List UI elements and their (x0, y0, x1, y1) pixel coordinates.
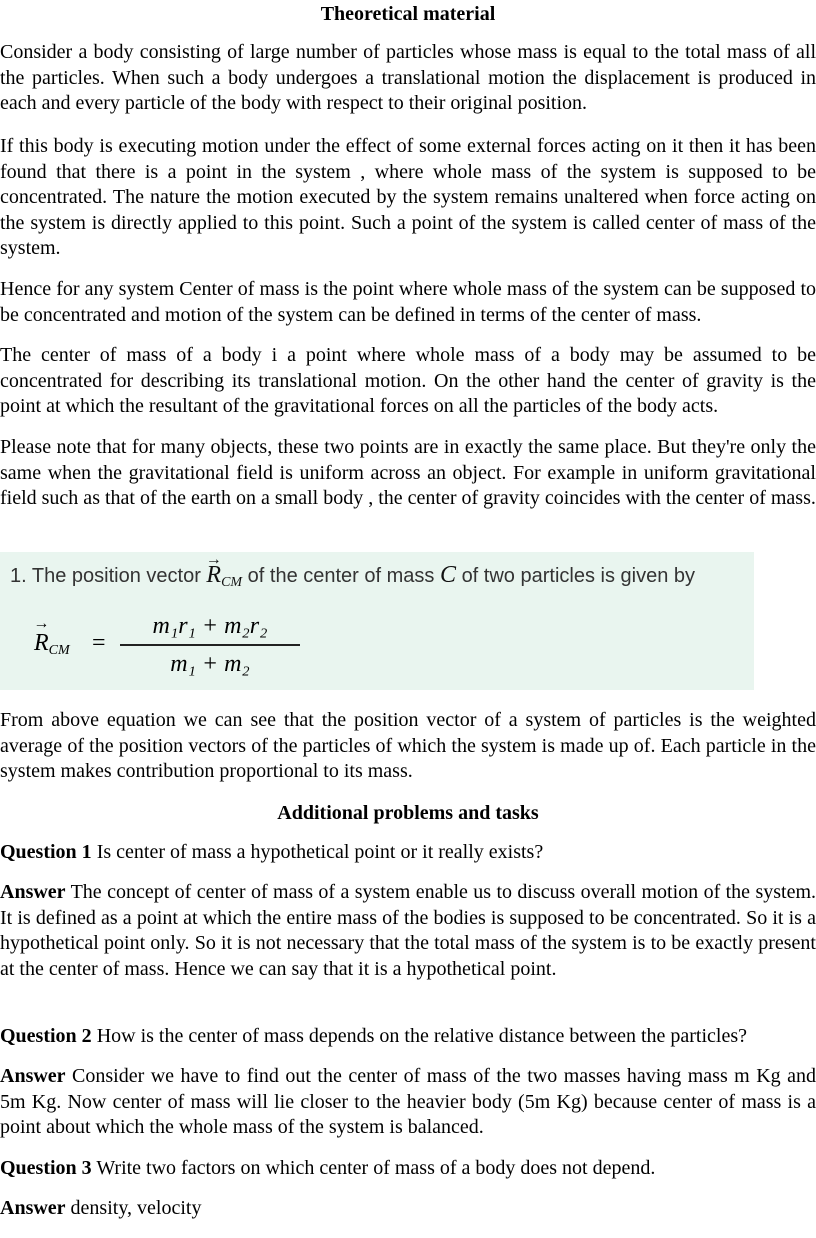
fraction-bar (120, 644, 300, 646)
question-label: Question 1 (0, 841, 92, 863)
question-text: How is the center of mass depends on the relative distance between the particles? (96, 1025, 747, 1047)
answer-1 (0, 880, 816, 1010)
equals-sign: = (92, 630, 106, 656)
paragraph-body: Please note that for many objects, these two points are in exactly the same place. But they're only the same when the gravitational field is uniform across an object. For example in uniform gravitational field such as that of the earth on a small body , the center of gravity coincides with the center of mass. (0, 436, 816, 510)
paragraph-body: Consider a body consisting of large number of particles whose mass is equal to the total mass of all the particles. When such a body undergoes a translational motion the displacement is produced in each and every particle of the body with respect to their original position. (0, 41, 816, 115)
question-1 (0, 840, 816, 866)
answer-text: density, velocity (70, 1197, 202, 1219)
formula-intro-prefix: 1. The position vector (10, 565, 201, 587)
center-of-mass-equation (34, 610, 294, 688)
equation-denominator: m₁ + m₂ (170, 650, 250, 677)
paragraph-body: Hence for any system Center of mass is the point where whole mass of the system can be supposed to be concentrated and motion of the system can be defined in terms of the center of mass. (0, 278, 816, 326)
symbol-c: C (439, 562, 456, 588)
answer-text: The concept of center of mass of a system enable us to discuss overall motion of the system. It is defined as a point at which the entire mass of the bodies is supposed to be concentrated. So it is a hypothetical point only. So it is not necessary that the total mass of the system is to be exactly present at the center of mass. Hence we can say that it is a hypothetical point. (0, 881, 816, 980)
answer-label: Answer (0, 1197, 66, 1219)
equation-numerator: m₁r₁ + m₂r₂ (152, 613, 268, 639)
formula-box (0, 552, 754, 690)
formula-intro (10, 558, 754, 592)
paragraph-body: From above equation we can see that the position vector of a system of particles is the weighted average of the position vectors of the particles of which the system is made up of. Each particle in the system makes contribution proportional to its mass. (0, 709, 816, 783)
answer-label: Answer (0, 1065, 66, 1087)
formula-intro-suffix: of two particles is given by (461, 565, 695, 587)
question-text: Write two factors on which center of mass of a body does not depend. (96, 1157, 656, 1179)
section-subtitle: Additional problems and tasks (277, 802, 539, 824)
answer-text: Consider we have to find out the center of mass of the two masses having mass m Kg and 5m Kg. Now center of mass will lie closer to the heavier body (5m Kg) because center of mass is a point about which the whole mass of the system is balanced. (0, 1065, 816, 1139)
question-label: Question 2 (0, 1025, 92, 1047)
answer-label: Answer (0, 881, 66, 903)
equation-lhs: → RCM (34, 630, 70, 657)
question-text: Is center of mass a hypothetical point or it really exists? (96, 841, 544, 863)
paragraph-body: If this body is executing motion under the effect of some external forces acting on it then it has been found that there is a point in the system , where whole mass of the system is supposed to be concentrated. The nature the motion executed by the system remains unaltered when force acting on the system is directly applied to this point. Such a point of the system is called center of mass of the system. (0, 135, 816, 260)
answer-2 (0, 1064, 816, 1144)
symbol-rcm: → RCM (206, 562, 242, 588)
answer-3 (0, 1196, 816, 1222)
paragraph-body: The center of mass of a body i a point where whole mass of a body may be assumed to be concentrated for describing its translational motion. On the other hand the center of gravity is the point at which the resultant of the gravitational forces on all the particles of the body acts. (0, 344, 816, 418)
question-2 (0, 1024, 816, 1050)
formula-intro-middle: of the center of mass (247, 565, 435, 587)
question-label: Question 3 (0, 1157, 92, 1179)
equation-fraction (120, 610, 300, 680)
section-title: Theoretical material (320, 3, 496, 25)
question-3 (0, 1156, 816, 1182)
